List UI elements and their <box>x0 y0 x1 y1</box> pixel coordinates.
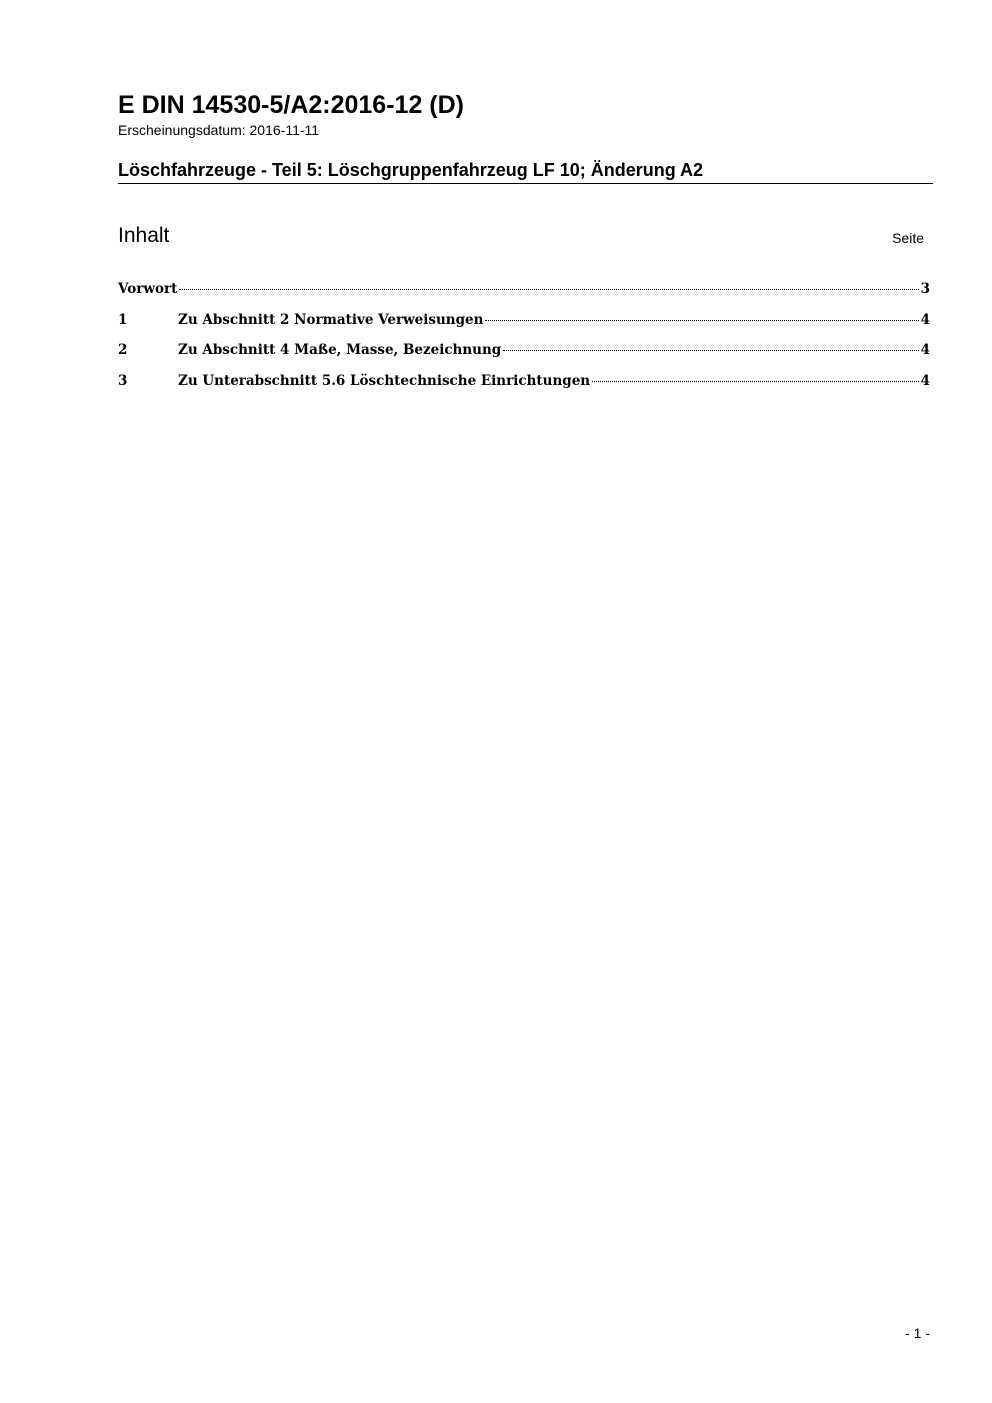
toc-entry-number: 2 <box>118 342 128 358</box>
toc-entry-text: Zu Unterabschnitt 5.6 Löschtechnische Einrichtungen <box>178 372 591 389</box>
toc-page-column-label: Seite <box>892 230 924 246</box>
toc-entry-text: Zu Abschnitt 2 Normative Verweisungen <box>178 311 484 328</box>
toc-entry-number: 1 <box>118 311 128 328</box>
toc-entry-text: Vorwort <box>118 281 178 297</box>
table-of-contents <box>118 279 930 401</box>
document-title: Löschfahrzeuge - Teil 5: Löschgruppenfahrzeug LF 10; Änderung A2 <box>118 160 704 180</box>
toc-entry-section-3[interactable] <box>118 371 930 402</box>
toc-heading: Inhalt <box>118 224 170 247</box>
publication-date: Erscheinungsdatum: 2016-11-11 <box>118 122 320 138</box>
page-number: - 1 - <box>905 1325 930 1341</box>
document-number: E DIN 14530-5/A2:2016-12 (D) <box>118 91 464 119</box>
toc-entry-section-2[interactable] <box>118 340 930 371</box>
toc-dot-leader <box>485 320 918 321</box>
toc-entry-page: 4 <box>920 372 930 389</box>
toc-dot-leader <box>179 289 918 290</box>
toc-entry-text: Zu Abschnitt 4 Maße, Masse, Bezeichnung <box>178 342 502 358</box>
toc-entry-section-1[interactable] <box>118 310 930 341</box>
toc-entry-number: 3 <box>118 372 128 389</box>
toc-entry-foreword[interactable] <box>118 279 930 310</box>
toc-dot-leader <box>592 381 918 382</box>
toc-entry-page: 4 <box>920 342 930 358</box>
title-rule <box>118 183 933 184</box>
toc-dot-leader <box>503 350 918 351</box>
toc-entry-page: 3 <box>920 281 930 297</box>
toc-entry-page: 4 <box>920 311 930 328</box>
